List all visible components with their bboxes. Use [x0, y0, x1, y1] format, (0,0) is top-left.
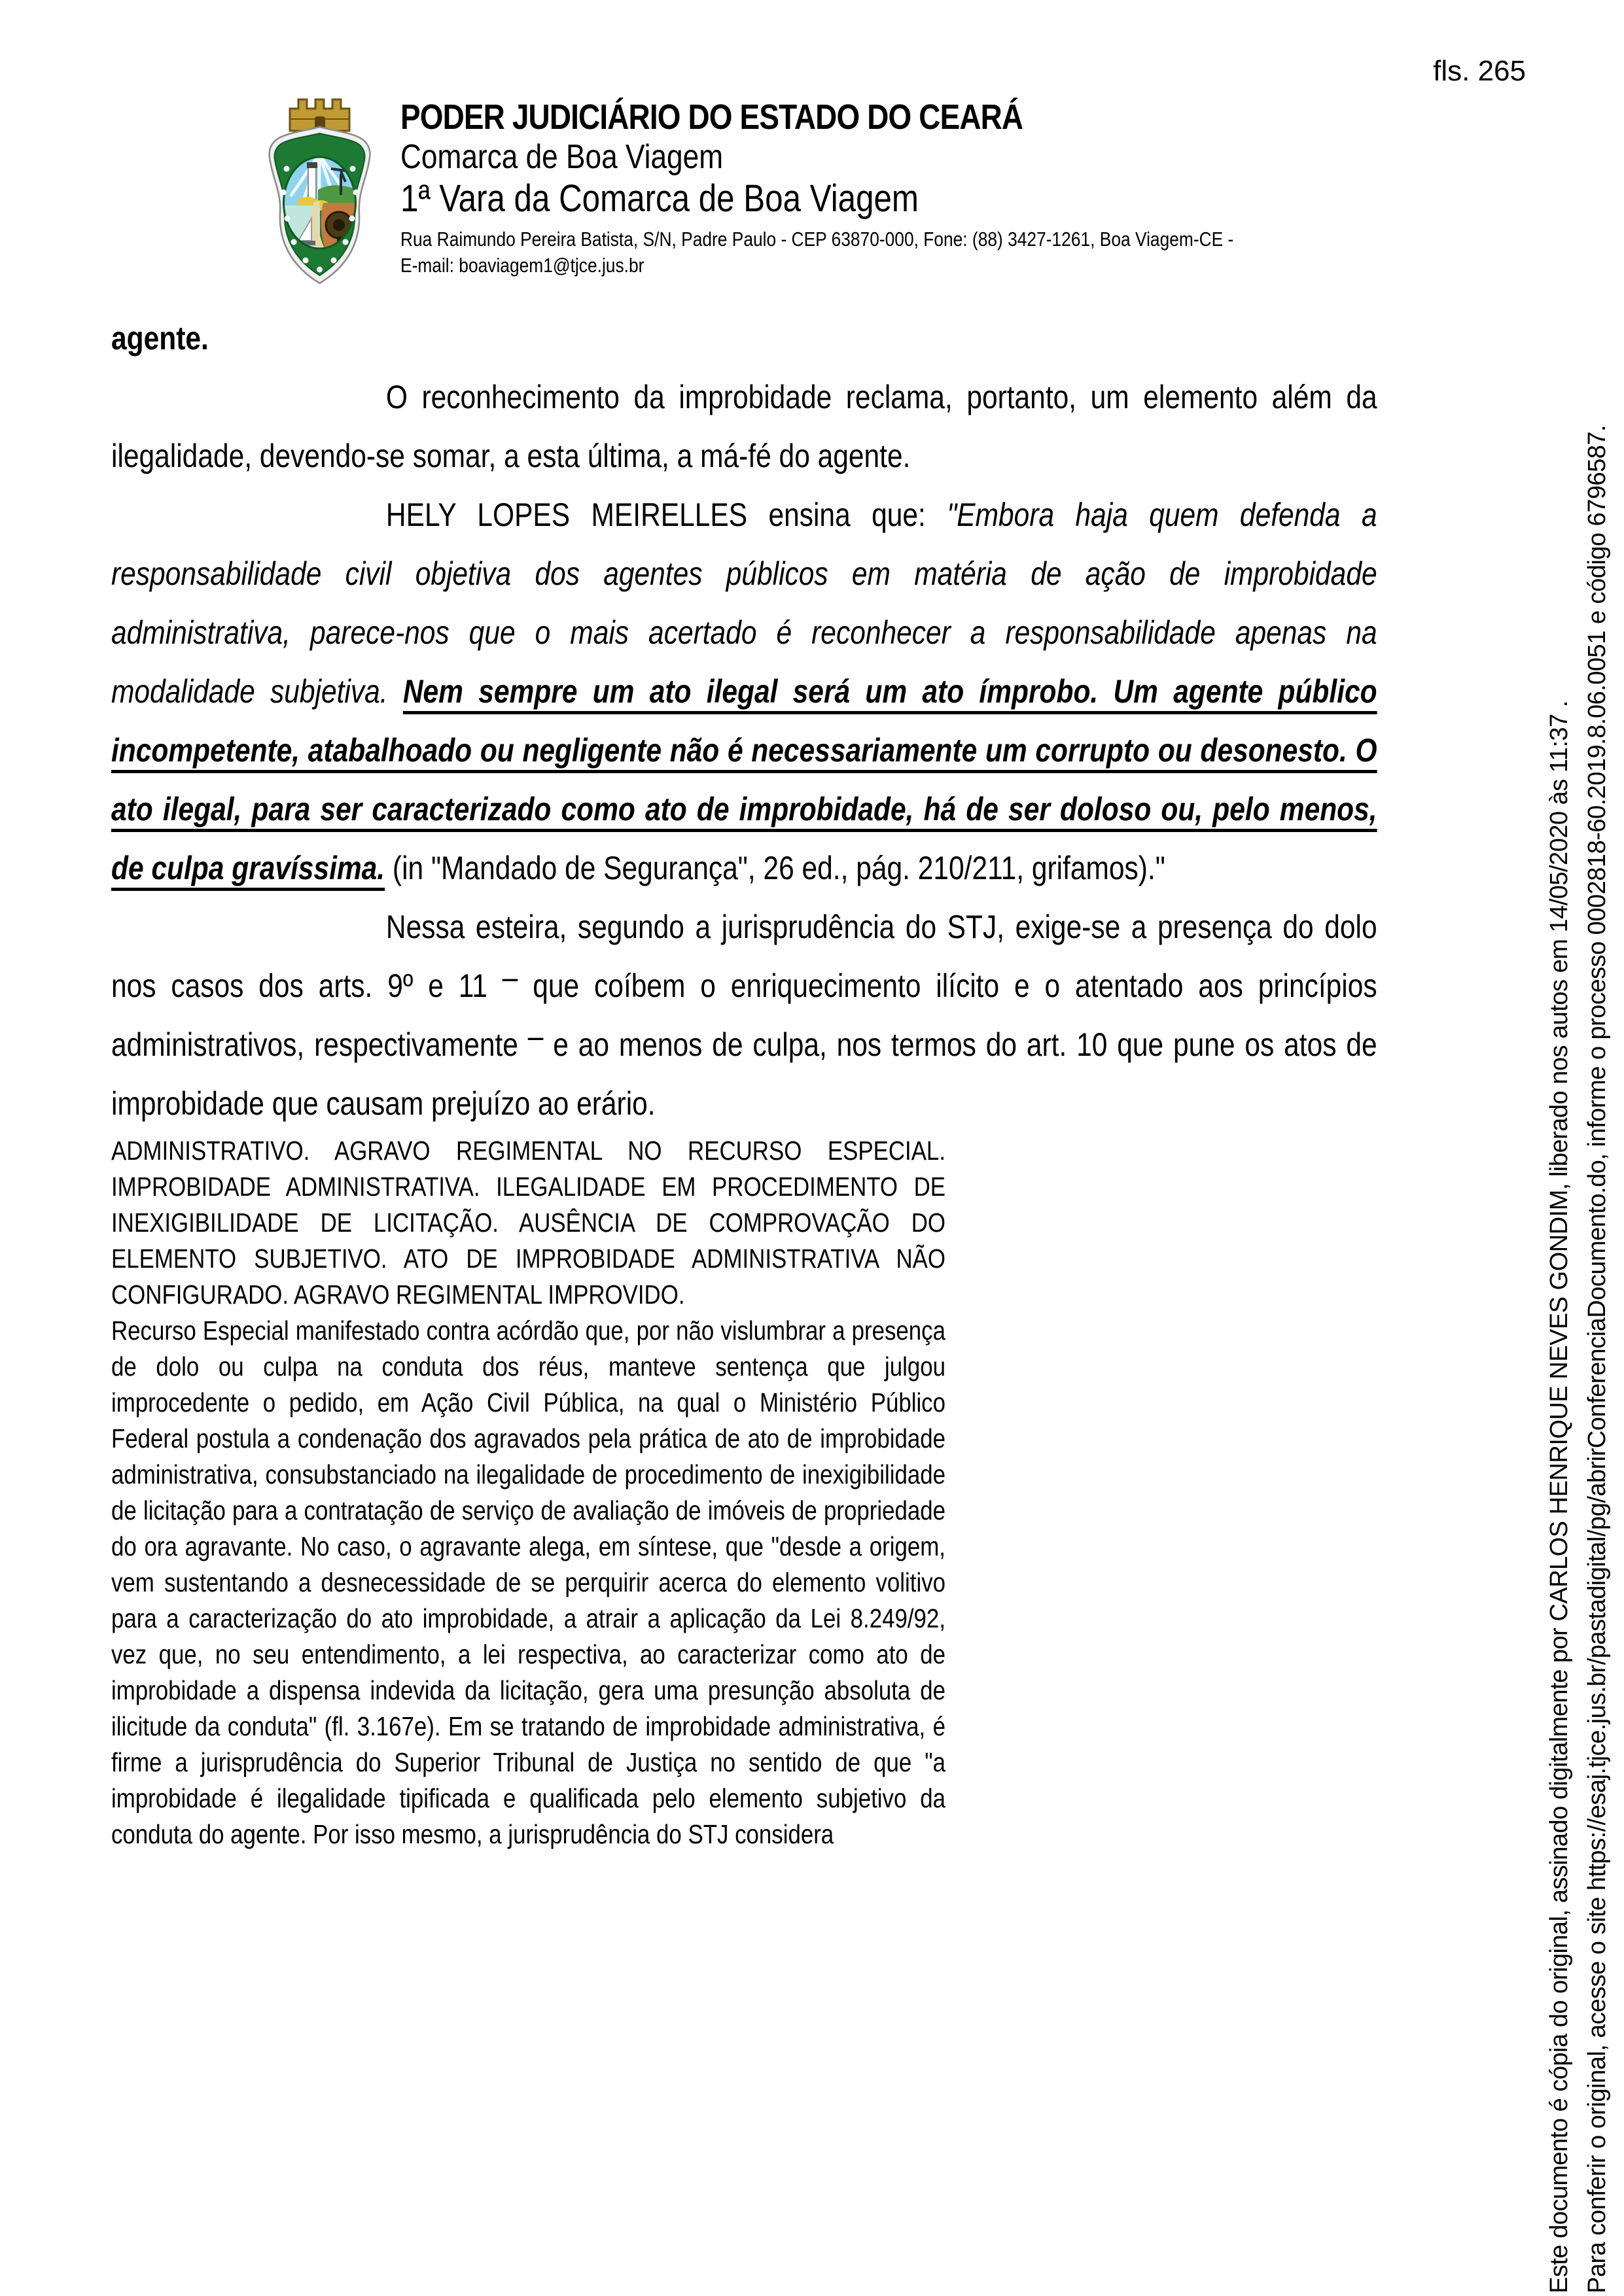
court-address: Rua Raimundo Pereira Batista, S/N, Padre Paulo - CEP 63870-000, Fone: (88) 3427-1261, Boa Viagem-CE - — [400, 228, 1234, 251]
paragraph-hely-lopes-meirelles: HELY LOPES MEIRELLES ensina que: "Embora haja quem defenda a responsabilidade civil objetiva dos agentes públicos em matéria de ação de improbidade administrativa, parece-nos que o mais acertado é reconhecer a responsabilidade apenas na modalidade subjetiva. Nem sempre um ato ilegal será um ato ímprobo. Um agente público incompetente, atabalhoado ou negligente não é necessariamente um corrupto ou desonesto. O ato ilegal, para ser caracterizado como ato de improbidade, há de ser doloso ou, pelo menos, de culpa gravíssima. (in "Mandado de Segurança", 26 ed., pág. 210/211, grifamos)." — [111, 496, 1377, 886]
paragraph-agente: agente. — [111, 320, 209, 357]
document-body — [111, 309, 1377, 1852]
court-name: PODER JUDICIÁRIO DO ESTADO DO CEARÁ — [400, 97, 1023, 137]
paragraph-nessa-esteira: Nessa esteira, segundo a jurisprudência do STJ, exige-se a presença do dolo nos casos dos arts. 9º e 11 – que coíbem o enriquecimento ilícito e o atentado aos princípios administrativos, respectivamente – e ao menos de culpa, nos termos do art. 10 que pune os atos de improbidade que causam prejuízo ao erário. — [111, 909, 1377, 1122]
court-email: E-mail: boaviagem1@tjce.jus.br — [400, 254, 644, 277]
verification-instructions-note: Para conferir o original, acesse o site https://esaj.tjce.jus.br/pastadigital/pg/abrirConferenciaDocumento.do, informe o processo 0002818-60.2019.8.06.0051 e código 6796587. — [1583, 425, 1611, 2293]
court-comarca: Comarca de Boa Viagem — [400, 138, 724, 176]
page-number: fls. 265 — [1433, 55, 1526, 87]
citation-body: Recurso Especial manifestado contra acórdão que, por não vislumbrar a presença de dolo ou culpa na conduta dos réus, manteve sentença que julgou improcedente o pedido, em Ação Civil Pública, na qual o Ministério Público Federal postula a condenação dos agravados pela prática de ato de improbidade administrativa, consubstanciado na ilegalidade de procedimento de inexigibilidade de licitação para a contratação de serviço de avaliação de imóveis de propriedade do ora agravante. No caso, o agravante alega, em síntese, que "desde a origem, vem sustentando a desnecessidade de se perquirir acerca do elemento volitivo para a caracterização do ato improbidade, a atrair a aplicação da Lei 8.249/92, vez que, no seu entendimento, a lei respectiva, ao caracterizar como ato de improbidade a dispensa indevida da licitação, gera uma presunção absoluta de ilicitude da conduta" (fl. 3.167e). Em se tratando de improbidade administrativa, é firme a jurisprudência do Superior Tribunal de Justiça no sentido de que "a improbidade é ilegalidade tipificada e qualificada pelo elemento subjetivo da conduta do agente. Por isso mesmo, a jurisprudência do STJ considera — [111, 1315, 945, 1849]
paragraph-reconhecimento: O reconhecimento da improbidade reclama, portanto, um elemento além da ilegalidade, devendo-se somar, a esta última, a má-fé do agente. — [111, 379, 1377, 474]
digital-signature-note: Este documento é cópia do original, assinado digitalmente por CARLOS HENRIQUE NEVES GONDIM, liberado nos autos em 14/05/2020 às 11:37 . — [1545, 701, 1573, 2293]
court-vara: 1ª Vara da Comarca de Boa Viagem — [400, 177, 919, 220]
court-header — [400, 97, 1568, 279]
citation-headnote: ADMINISTRATIVO. AGRAVO REGIMENTAL NO RECURSO ESPECIAL. IMPROBIDADE ADMINISTRATIVA. ILEGALIDADE EM PROCEDIMENTO DE INEXIGIBILIDADE DE LICITAÇÃO. AUSÊNCIA DE COMPROVAÇÃO DO ELEMENTO SUBJETIVO. ATO DE IMPROBIDADE ADMINISTRATIVA NÃO CONFIGURADO. AGRAVO REGIMENTAL IMPROVIDO. — [111, 1136, 945, 1310]
ceara-coat-of-arms-icon — [253, 90, 387, 300]
